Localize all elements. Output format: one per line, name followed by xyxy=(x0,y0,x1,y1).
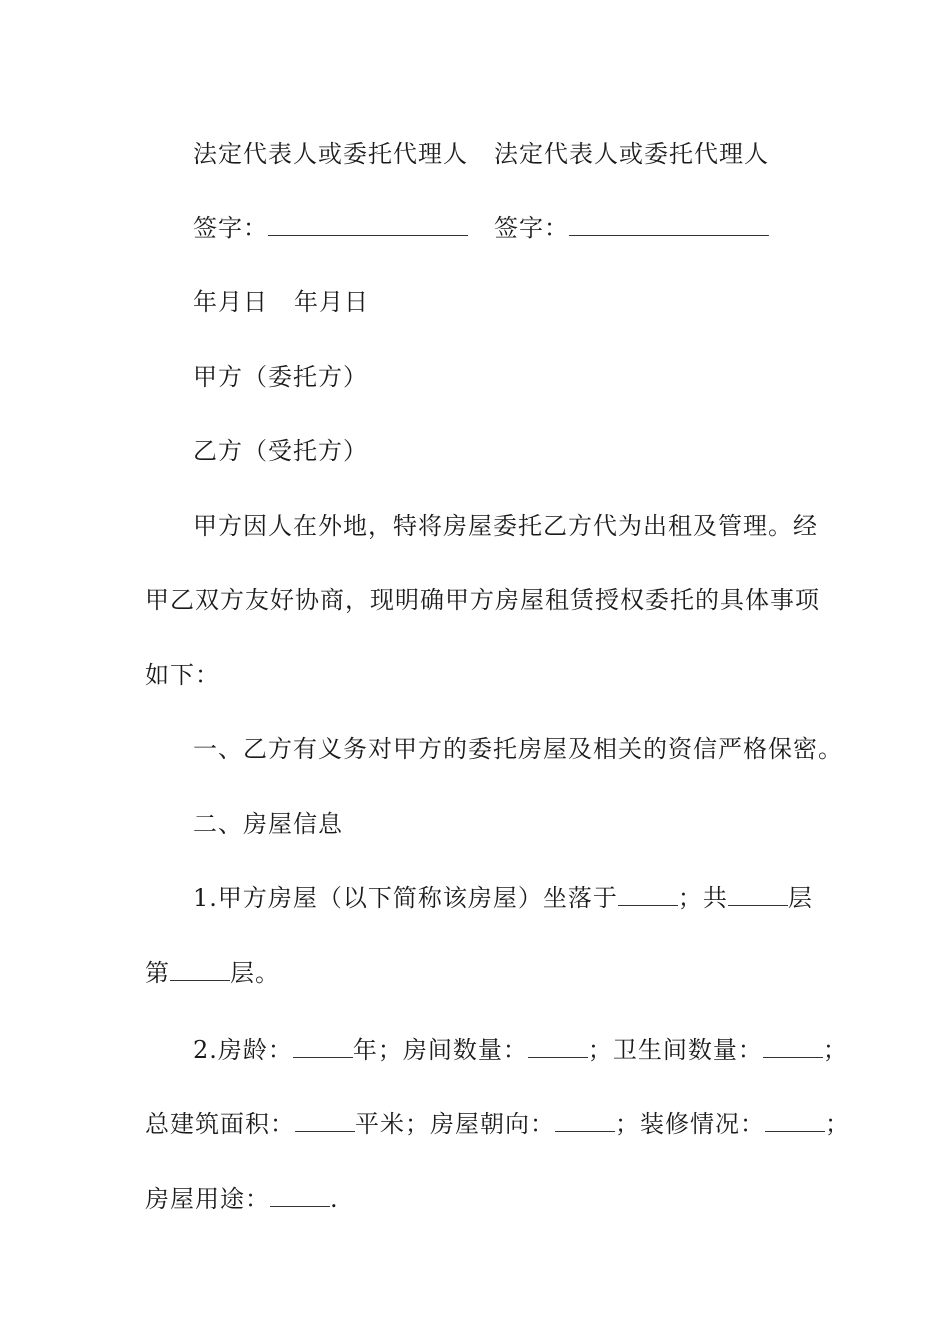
usage-blank xyxy=(270,1184,330,1207)
intro-line-2: 甲乙双方友好协商，现明确甲方房屋租赁授权委托的具体事项 xyxy=(145,586,820,614)
clause-1: 一、乙方有义务对甲方的委托房屋及相关的资信严格保密。 xyxy=(193,735,843,763)
floors-unit: 层 xyxy=(787,884,813,912)
usage-line xyxy=(145,1184,815,1214)
representative-left: 法定代表人或委托代理人 xyxy=(193,140,468,168)
date-right: 年月日 xyxy=(294,288,369,316)
total-floors-blank xyxy=(728,883,788,906)
date-left: 年月日 xyxy=(193,288,268,316)
intro-line-3: 如下： xyxy=(145,661,220,689)
line-end-semicolon: ； xyxy=(825,1110,850,1138)
house-location-prefix: 1.甲方房屋（以下简称该房屋）坐落于 xyxy=(193,884,618,912)
location-blank xyxy=(618,883,678,906)
party-b-label: 乙方（受托方） xyxy=(193,437,368,465)
floor-number-line xyxy=(145,958,815,988)
house-age-label: 2.房龄： xyxy=(193,1036,293,1064)
representative-line xyxy=(193,139,863,169)
party-a-label: 甲方（委托方） xyxy=(193,363,368,391)
representative-right: 法定代表人或委托代理人 xyxy=(494,140,769,168)
rooms-label: 年；房间数量： xyxy=(352,1036,528,1064)
date-line xyxy=(193,287,863,317)
decoration-blank xyxy=(765,1109,825,1132)
area-blank xyxy=(295,1109,355,1132)
orientation-blank xyxy=(555,1109,615,1132)
clause-2-title: 二、房屋信息 xyxy=(193,810,343,838)
floor-blank xyxy=(170,958,230,981)
area-label: 总建筑面积： xyxy=(145,1110,295,1138)
bathrooms-label: ；卫生间数量： xyxy=(587,1036,763,1064)
rooms-blank xyxy=(528,1035,588,1058)
floor-prefix: 第 xyxy=(145,959,170,987)
usage-period: . xyxy=(330,1185,339,1213)
house-age-blank xyxy=(293,1035,353,1058)
signature-blank-right xyxy=(569,213,769,236)
sign-label-right: 签字： xyxy=(494,214,569,242)
intro-line-1: 甲方因人在外地，特将房屋委托乙方代为出租及管理。经 xyxy=(193,512,818,540)
signature-line xyxy=(193,213,863,243)
line-end-semicolon: ； xyxy=(822,1036,848,1064)
area-line xyxy=(145,1109,850,1139)
sign-label-left: 签字： xyxy=(193,214,268,242)
usage-label: 房屋用途： xyxy=(145,1185,270,1213)
orientation-label: 平米；房屋朝向： xyxy=(355,1110,555,1138)
bathrooms-blank xyxy=(763,1035,823,1058)
floor-suffix: 层。 xyxy=(230,959,280,987)
house-location-line xyxy=(193,883,863,913)
decoration-label: ；装修情况： xyxy=(615,1110,765,1138)
total-floors-label: ；共 xyxy=(677,884,728,912)
signature-blank-left xyxy=(268,213,468,236)
house-age-line xyxy=(193,1035,863,1065)
